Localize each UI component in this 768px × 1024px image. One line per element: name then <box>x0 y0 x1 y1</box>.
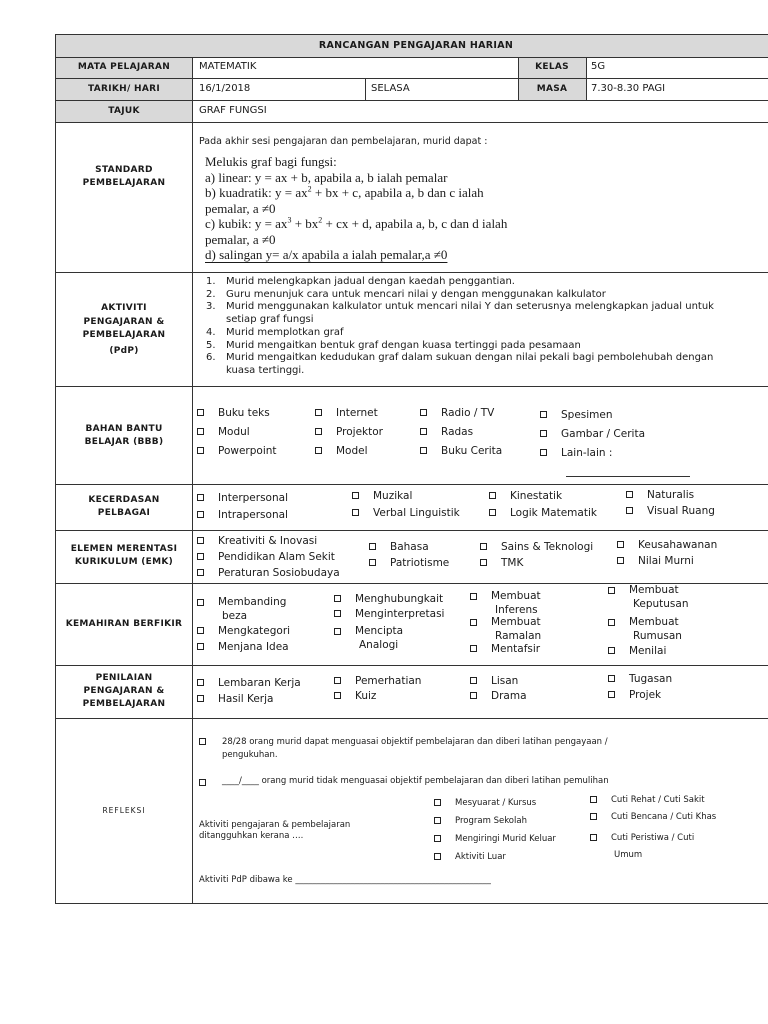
checkbox-icon <box>626 507 633 514</box>
checkbox-refleksi-tidak-menguasai[interactable] <box>199 778 206 788</box>
dibawa-ke-input-line[interactable]: ______________________________________________ <box>295 875 491 885</box>
checkbox-icon <box>590 813 597 820</box>
checkbox-buku-cerita[interactable]: Buku Cerita <box>420 445 502 457</box>
checkbox-icon <box>197 553 204 560</box>
value-tarikh: 16/1/2018 <box>199 83 251 94</box>
checkbox-icon <box>369 559 376 566</box>
checkbox-radio-tv[interactable]: Radio / TV <box>420 407 494 419</box>
list-item: 6. Murid mengaitkan kedudukan graf dalam sukuan dengan nilai pekali bagi pembolehubah dengan kuasa tertinggi. <box>206 352 714 376</box>
label-mata-pelajaran: MATA PELAJARAN <box>77 62 171 72</box>
standard-intro: Pada akhir sesi pengajaran dan pembelajaran, murid dapat : <box>199 136 488 147</box>
checkbox-icon <box>199 779 206 786</box>
checkbox-icon <box>315 428 322 435</box>
checkbox-mentafsir[interactable]: Mentafsir <box>470 643 540 655</box>
checkbox-membanding-beza[interactable]: Membanding beza <box>197 595 286 623</box>
checkbox-kreativiti[interactable]: Kreativiti & Inovasi <box>197 535 317 547</box>
checkbox-icon <box>470 692 477 699</box>
label-refleksi: REFLEKSI <box>102 806 146 815</box>
checkbox-pendidikan-alam[interactable]: Pendidikan Alam Sekit <box>197 551 335 563</box>
checkbox-patriotisme[interactable]: Patriotisme <box>369 557 449 569</box>
checkbox-icon <box>315 447 322 454</box>
checkbox-icon <box>334 595 341 602</box>
checkbox-mengiringi-murid[interactable]: Mengiringi Murid Keluar <box>434 834 556 844</box>
checkbox-icon <box>315 409 322 416</box>
checkbox-logik-matematik[interactable]: Logik Matematik <box>489 507 597 519</box>
checkbox-kuiz[interactable]: Kuiz <box>334 690 376 702</box>
checkbox-icon <box>334 610 341 617</box>
checkbox-icon <box>590 834 597 841</box>
checkbox-program-sekolah[interactable]: Program Sekolah <box>434 816 527 826</box>
checkbox-icon <box>608 587 615 594</box>
checkbox-icon <box>352 509 359 516</box>
checkbox-refleksi-menguasai[interactable] <box>199 737 206 747</box>
checkbox-menghubungkait[interactable]: Menghubungkait <box>334 593 443 605</box>
checkbox-icon <box>540 449 547 456</box>
checkbox-icon <box>540 411 547 418</box>
checkbox-drama[interactable]: Drama <box>470 690 527 702</box>
checkbox-nilai-murni[interactable]: Nilai Murni <box>617 555 694 567</box>
checkbox-icon <box>608 647 615 654</box>
checkbox-icon <box>617 541 624 548</box>
checkbox-peraturan[interactable]: Peraturan Sosiobudaya <box>197 567 340 579</box>
checkbox-icon <box>590 796 597 803</box>
checkbox-icon <box>480 559 487 566</box>
checkbox-icon <box>334 628 341 635</box>
checkbox-intrapersonal[interactable]: Intrapersonal <box>197 509 288 521</box>
checkbox-icon <box>608 675 615 682</box>
list-item: 1. Murid melengkapkan jadual dengan kaedah penggantian. <box>206 276 515 287</box>
checkbox-lisan[interactable]: Lisan <box>470 675 518 687</box>
checkbox-spesimen[interactable]: Spesimen <box>540 409 613 421</box>
checkbox-icon <box>197 695 204 702</box>
checkbox-menginterpretasi[interactable]: Menginterpretasi <box>334 608 444 620</box>
checkbox-pemerhatian[interactable]: Pemerhatian <box>334 675 421 687</box>
checkbox-icon <box>470 645 477 652</box>
checkbox-icon <box>470 619 477 626</box>
checkbox-verbal-linguistik[interactable]: Verbal Linguistik <box>352 507 460 519</box>
checkbox-aktiviti-luar[interactable]: Aktiviti Luar <box>434 852 506 862</box>
list-item: 5. Murid mengaitkan bentuk graf dengan kuasa tertinggi pada pesamaan <box>206 339 581 351</box>
refleksi-ditangguhkan-text: Aktiviti pengajaran & pembelajaran ditangguhkan kerana …. <box>199 820 351 841</box>
checkbox-icon <box>470 593 477 600</box>
checkbox-icon <box>197 494 204 501</box>
label-bbb: BAHAN BANTU BELAJAR (BBB) <box>84 424 164 447</box>
checkbox-icon <box>197 569 204 576</box>
checkbox-bahasa[interactable]: Bahasa <box>369 541 429 553</box>
checkbox-icon <box>434 835 441 842</box>
list-item: 4. Murid memplotkan graf <box>206 326 344 338</box>
checkbox-icon <box>608 619 615 626</box>
checkbox-icon <box>334 692 341 699</box>
checkbox-membuat-rumusan[interactable]: Membuat Rumusan <box>608 615 682 643</box>
checkbox-membuat-ramalan[interactable]: Membuat Ramalan <box>470 615 541 643</box>
checkbox-mengkategori[interactable]: Mengkategori <box>197 625 290 637</box>
value-masa: 7.30-8.30 PAGI <box>591 83 666 94</box>
label-emk: ELEMEN MERENTASI KURIKULUM (EMK) <box>70 544 178 567</box>
label-aktiviti-pdp: AKTIVITI PENGAJARAN & PEMBELAJARAN (PdP) <box>82 303 166 356</box>
checkbox-projektor[interactable]: Projektor <box>315 426 383 438</box>
checkbox-kinestatik[interactable]: Kinestatik <box>489 490 562 502</box>
checkbox-muzikal[interactable]: Muzikal <box>352 490 412 502</box>
checkbox-menilai[interactable]: Menilai <box>608 645 666 657</box>
checkbox-icon <box>334 677 341 684</box>
checkbox-cuti-peristiwa[interactable]: Cuti Peristiwa / Cuti Umum <box>590 830 694 864</box>
checkbox-naturalis[interactable]: Naturalis <box>626 489 694 501</box>
checkbox-gambar-cerita[interactable]: Gambar / Cerita <box>540 428 645 440</box>
checkbox-icon <box>480 543 487 550</box>
checkbox-visual-ruang[interactable]: Visual Ruang <box>626 505 715 517</box>
checkbox-projek[interactable]: Projek <box>608 689 661 701</box>
checkbox-icon <box>197 643 204 650</box>
checkbox-icon <box>199 738 206 745</box>
checkbox-lembaran-kerja[interactable]: Lembaran Kerja <box>197 677 301 689</box>
checkbox-icon <box>197 599 204 606</box>
checkbox-modul[interactable]: Modul <box>197 426 250 438</box>
standard-content: Melukis graf bagi fungsi: a) linear: y = ax + b, apabila a, b ialah pemalar b) kuadratik: $y = ax^2$ + bx + c, apabila a, b dan c ialah pemalar, a ≠0 c) kubik: $y = ax^3 + bx^2$ + cx + d, apabila a, b, c dan d ialah pemalar, a ≠0 d) salingan y= a/x apabila a ialah pemalar,a ≠0 <box>205 154 508 262</box>
checkbox-tugasan[interactable]: Tugasan <box>608 673 672 685</box>
label-tarikh-hari: TARIKH/ HARI <box>88 84 160 94</box>
checkbox-keusahawanan[interactable]: Keusahawanan <box>617 539 717 551</box>
checkbox-mesyuarat-kursus[interactable]: Mesyuarat / Kursus <box>434 798 536 808</box>
checkbox-menjana-idea[interactable]: Menjana Idea <box>197 641 289 653</box>
checkbox-icon <box>434 853 441 860</box>
checkbox-icon <box>489 492 496 499</box>
label-penilaian: PENILAIAN PENGAJARAN & PEMBELAJARAN <box>82 673 166 709</box>
checkbox-model[interactable]: Model <box>315 445 368 457</box>
label-kemahiran-berfikir: KEMAHIRAN BERFIKIR <box>65 619 183 629</box>
checkbox-mencipta-analogi[interactable]: Mencipta Analogi <box>334 624 403 652</box>
label-kelas: KELAS <box>535 62 569 72</box>
value-kelas: 5G <box>591 61 606 72</box>
refleksi-menguasai-text: 28/28 orang murid dapat menguasai objektif pembelajaran dan diberi latihan pengayaan / pengukuhan. <box>222 737 608 760</box>
checkbox-cuti-bencana[interactable]: Cuti Bencana / Cuti Khas <box>590 812 716 822</box>
checkbox-buku-teks[interactable]: Buku teks <box>197 407 270 419</box>
checkbox-lain-lain[interactable]: Lain-lain : <box>540 447 612 459</box>
checkbox-internet[interactable]: Internet <box>315 407 378 419</box>
checkbox-membuat-inferens[interactable]: Membuat Inferens <box>470 589 541 617</box>
pdp-list <box>196 276 736 378</box>
checkbox-tmk[interactable]: TMK <box>480 557 523 569</box>
label-masa: MASA <box>536 84 568 94</box>
checkbox-icon <box>197 409 204 416</box>
checkbox-icon <box>369 543 376 550</box>
checkbox-radas[interactable]: Radas <box>420 426 473 438</box>
checkbox-cuti-rehat[interactable]: Cuti Rehat / Cuti Sakit <box>590 795 705 805</box>
checkbox-icon <box>434 817 441 824</box>
checkbox-membuat-keputusan[interactable]: Membuat Keputusan <box>608 583 688 611</box>
lain-lain-input-line[interactable] <box>566 476 690 477</box>
checkbox-icon <box>470 677 477 684</box>
checkbox-icon <box>540 430 547 437</box>
value-hari: SELASA <box>371 83 410 94</box>
checkbox-icon <box>197 511 204 518</box>
label-standard-pembelajaran: STANDARD PEMBELAJARAN <box>82 165 166 188</box>
checkbox-icon <box>626 491 633 498</box>
checkbox-icon <box>489 509 496 516</box>
refleksi-tidak-menguasai-text: ____/____ orang murid tidak menguasai objektif pembelajaran dan diberi latihan pemulihan <box>222 776 609 786</box>
checkbox-icon <box>434 799 441 806</box>
checkbox-hasil-kerja[interactable]: Hasil Kerja <box>197 693 273 705</box>
checkbox-icon <box>420 409 427 416</box>
page-title: RANCANGAN PENGAJARAN HARIAN <box>318 40 514 51</box>
list-item: 2. Guru menunjuk cara untuk mencari nilai y dengan menggunakan kalkulator <box>206 288 606 300</box>
checkbox-icon <box>197 679 204 686</box>
checkbox-icon <box>420 428 427 435</box>
checkbox-interpersonal[interactable]: Interpersonal <box>197 492 288 504</box>
checkbox-icon <box>420 447 427 454</box>
checkbox-icon <box>352 492 359 499</box>
checkbox-sains-teknologi[interactable]: Sains & Teknologi <box>480 541 593 553</box>
value-mata-pelajaran: MATEMATIK <box>199 61 257 72</box>
checkbox-icon <box>197 627 204 634</box>
checkbox-icon <box>608 691 615 698</box>
checkbox-icon <box>197 537 204 544</box>
checkbox-icon <box>197 447 204 454</box>
refleksi-dibawa-ke: Aktiviti PdP dibawa ke ______________________________________________ <box>199 875 491 885</box>
value-tajuk: GRAF FUNGSI <box>199 105 267 116</box>
list-item: 3. Murid menggunakan kalkulator untuk mencari nilai Y dan seterusnya melengkapkan jadual untuk setiap graf fungsi <box>206 301 714 326</box>
label-tajuk: TAJUK <box>108 106 140 116</box>
label-kecerdasan: KECERDASAN PELBAGAI <box>88 495 160 518</box>
checkbox-powerpoint[interactable]: Powerpoint <box>197 445 277 457</box>
checkbox-icon <box>617 557 624 564</box>
checkbox-icon <box>197 428 204 435</box>
